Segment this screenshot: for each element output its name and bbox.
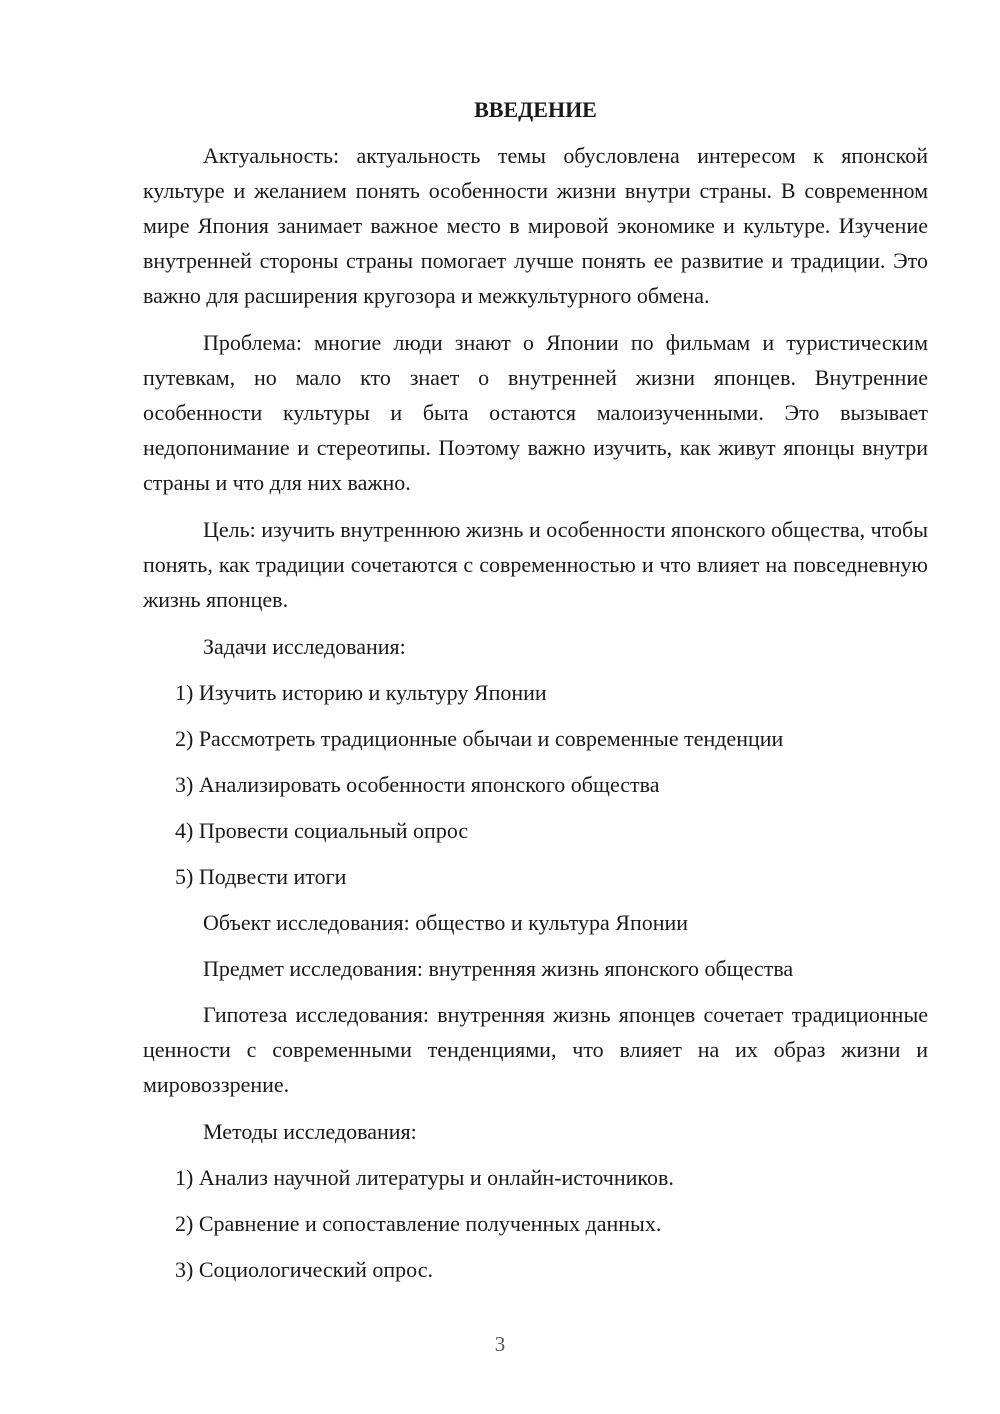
hypothesis-paragraph: Гипотеза исследования: внутренняя жизнь японцев сочетает традиционные ценности с современными тенденциями, что влияет на их образ жизни и мировоззрение. — [143, 1002, 928, 1097]
goal-paragraph: Цель: изучить внутреннюю жизнь и особенности японского общества, чтобы понять, как традиции сочетаются с современностью и что влияет на повседневную жизнь японцев. — [143, 517, 928, 612]
document-page — [143, 92, 928, 1298]
task-item: 2) Рассмотреть традиционные обычаи и современные тенденции — [175, 726, 784, 751]
research-subject: Предмет исследования: внутренняя жизнь японского общества — [203, 956, 794, 981]
task-item: 3) Анализировать особенности японского общества — [175, 772, 660, 797]
page-number: 3 — [494, 1332, 506, 1356]
problem-paragraph: Проблема: многие люди знают о Японии по фильмам и туристическим путевкам, но мало кто знает о внутренней жизни японцев. Внутренние особенности культуры и быта остаются малоизученными. Это вызывает недопонимание и стереотипы. Поэтому важно изучить, как живут японцы внутри страны и что для них важно. — [143, 330, 928, 495]
method-item: 1) Анализ научной литературы и онлайн-источников. — [175, 1165, 674, 1190]
method-item: 2) Сравнение и сопоставление полученных данных. — [175, 1211, 662, 1236]
section-title: ВВЕДЕНИЕ — [474, 97, 597, 122]
relevance-paragraph: Актуальность: актуальность темы обусловлена интересом к японской культуре и желанием понять особенности жизни внутри страны. В современном мире Япония занимает важное место в мировой экономике и культуре. Изучение внутренней стороны страны помогает лучше понять ее развитие и традиции. Это важно для расширения кругозора и межкультурного обмена. — [143, 143, 928, 308]
task-item: 1) Изучить историю и культуру Японии — [175, 680, 547, 705]
methods-label: Методы исследования: — [203, 1119, 417, 1144]
task-item: 5) Подвести итоги — [175, 864, 347, 889]
research-object: Объект исследования: общество и культура Японии — [203, 910, 689, 935]
task-item: 4) Провести социальный опрос — [175, 818, 469, 843]
tasks-label: Задачи исследования: — [203, 634, 406, 659]
method-item: 3) Социологический опрос. — [175, 1257, 433, 1282]
